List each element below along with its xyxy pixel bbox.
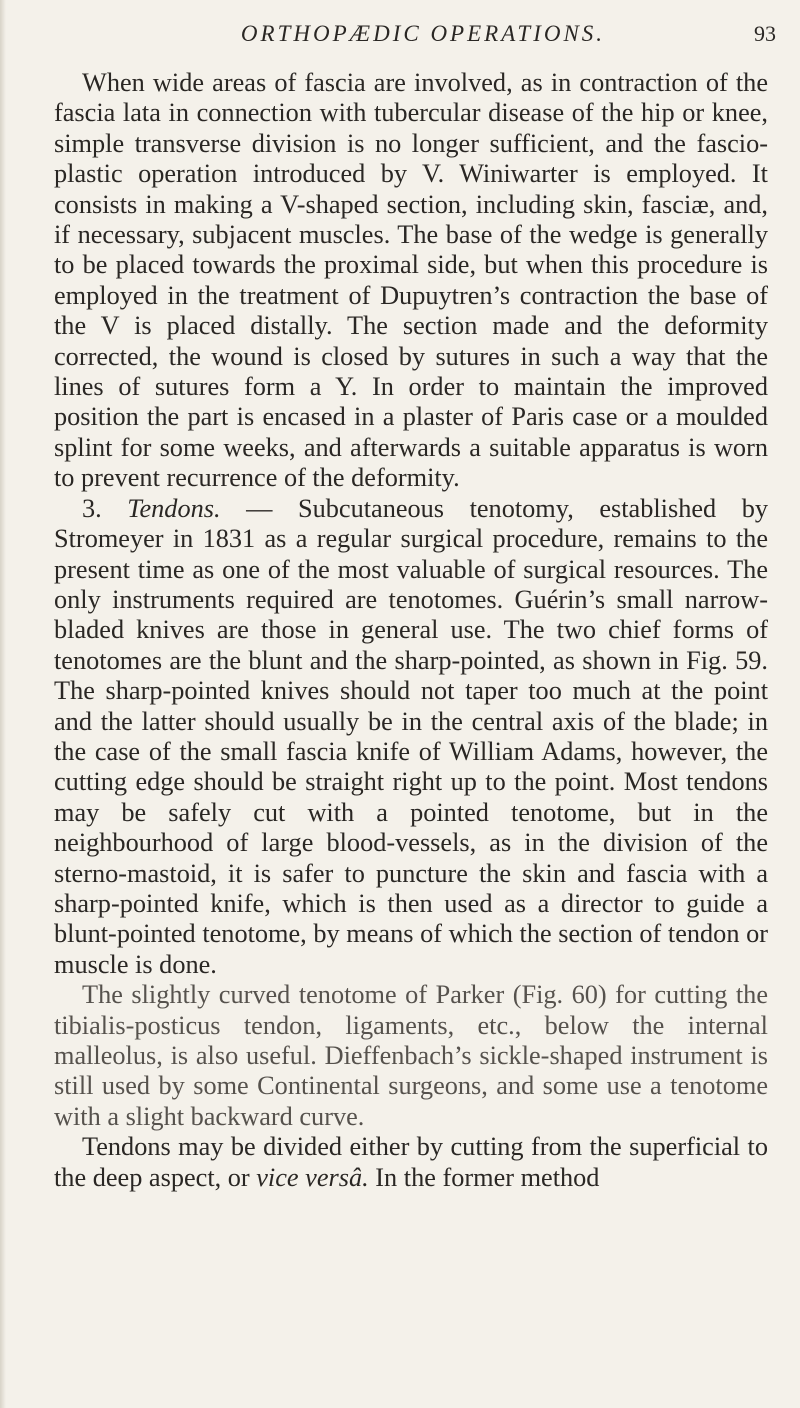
page-body [54,68,768,1193]
running-head: ORTHOPÆDIC OPERATIONS. [240,21,606,46]
paragraph-parker: The slightly curved tenotome of Parker (Fig. 60) for cutting the tibialis-posticus tendon, ligaments, etc., below the internal malleolus, is also useful. Dieffenbach’s sickle-shaped instrument is still used by some Continental surgeons, and some use a tenotome with a slight backward curve. [54,980,768,1131]
italic-phrase: vice versâ. [256,1162,369,1192]
paragraph-fascia: When wide areas of fascia are involved, as in contraction of the fascia lata in connection with tubercular disease of the hip or knee, simple transverse division is no longer sufficient, and the fascio-plastic operation introduced by V. Winiwarter is employed. It consists in making a V-shaped section, including skin, fasciæ, and, if necessary, subjacent muscles. The base of the wedge is generally to be placed towards the proximal side, but when this procedure is employed in the treatment of Dupuytren’s contraction the base of the V is placed distally. The section made and the deformity corrected, the wound is closed by sutures in such a way that the lines of sutures form a Y. In order to maintain the improved position the part is encased in a plaster of Paris case or a moulded splint for some weeks, and afterwards a suitable apparatus is worn to prevent recurrence of the deformity. [54,68,768,493]
paragraph-division-text: Tendons may be divided either by cutting from the superficial to the deep aspect, or [54,1132,768,1192]
section-number: 3. [82,493,102,523]
section-title: Tendons. [127,493,221,523]
page-header [70,18,776,54]
page-number: 93 [754,21,776,46]
paragraph-tendons: 3. Tendons. — Subcutaneous tenotomy, established by Stromeyer in 1831 as a regular surgical procedure, remains to the present time as one of the most valuable of surgical resources. The only instruments required are tenotomes. Guérin’s small narrow-bladed knives are those in general use. The two chief forms of tenotomes are the blunt and the sharp-pointed, as shown in Fig. 59. The sharp-pointed knives should not taper too much at the point and the latter should usually be in the central axis of the blade; in the case of the small fascia knife of William Adams, however, the cutting edge should be straight right up to the point. Most tendons may be safely cut with a pointed tenotome, but in the neighbourhood of large blood-vessels, as in the division of the sterno-mastoid, it is safer to puncture the skin and fascia with a sharp-pointed knife, which is then used as a director to guide a blunt-pointed tenotome, by means of which the section of tendon or muscle is done. [54,493,769,979]
paragraph-division [54,1132,768,1193]
page-gutter-shadow [0,0,6,1408]
paragraph-tendons-text: Subcutaneous tenotomy, established by Stromeyer in 1831 as a regular surgical procedure, remains to the present time as one of the most valuable of surgical resources. The only instruments required are tenotomes. Guérin’s small narrow-bladed knives are those in general use. The two chief forms of tenotomes are the blunt and the sharp-pointed, as shown in Fig. 59. The sharp-pointed knives should not taper too much at the point and the latter should usually be in the central axis of the blade; in the case of the small fascia knife of William Adams, however, the cutting edge should be straight right up to the point. Most tendons may be safely cut with a pointed tenotome, but in the neighbourhood of large blood-vessels, as in the division of the sterno-mastoid, it is safer to puncture the skin and fascia with a sharp-pointed knife, which is then used as a director to guide a blunt-pointed tenotome, by means of which the section of tendon or muscle is done. [54,493,769,979]
paragraph-division-tail: In the former method [375,1162,600,1192]
